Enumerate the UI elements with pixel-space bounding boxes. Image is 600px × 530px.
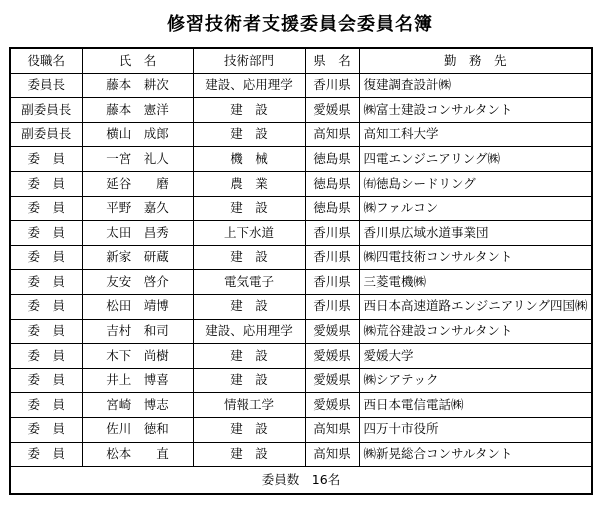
cell-pref: 徳島県: [305, 147, 359, 172]
cell-name: 延谷 磨: [82, 171, 193, 196]
cell-company: 復建調査設計㈱: [359, 73, 592, 98]
cell-company: 三菱電機㈱: [359, 270, 592, 295]
cell-name: 吉村 和司: [82, 319, 193, 344]
cell-company: 香川県広域水道事業団: [359, 221, 592, 246]
cell-dept: 建設、応用理学: [193, 319, 305, 344]
cell-role: 委 員: [10, 196, 82, 221]
table-row: [10, 122, 592, 147]
cell-dept: 建 設: [193, 122, 305, 147]
cell-name: 藤本 耕次: [82, 73, 193, 98]
cell-company: ㈱新晃総合コンサルタント: [359, 442, 592, 467]
cell-role: 委 員: [10, 221, 82, 246]
cell-dept: 建 設: [193, 344, 305, 369]
cell-role: 委 員: [10, 368, 82, 393]
member-count: 委員数 16名: [10, 467, 592, 495]
cell-name: 木下 尚樹: [82, 344, 193, 369]
cell-dept: 農 業: [193, 171, 305, 196]
cell-role: 副委員長: [10, 122, 82, 147]
header-row: [10, 48, 592, 73]
cell-pref: 高知県: [305, 417, 359, 442]
cell-company: ㈱荒谷建設コンサルタント: [359, 319, 592, 344]
cell-role: 委 員: [10, 171, 82, 196]
table-row: [10, 417, 592, 442]
cell-dept: 建設、応用理学: [193, 73, 305, 98]
cell-dept: 電気電子: [193, 270, 305, 295]
cell-dept: 建 設: [193, 196, 305, 221]
cell-company: ㈱富士建設コンサルタント: [359, 98, 592, 123]
cell-company: 高知工科大学: [359, 122, 592, 147]
cell-role: 委 員: [10, 442, 82, 467]
cell-role: 委 員: [10, 245, 82, 270]
cell-role: 委 員: [10, 393, 82, 418]
cell-role: 委 員: [10, 147, 82, 172]
header-name: 氏 名: [82, 48, 193, 73]
table-row: [10, 171, 592, 196]
cell-dept: 機 械: [193, 147, 305, 172]
cell-company: ㈱四電技術コンサルタント: [359, 245, 592, 270]
cell-pref: 徳島県: [305, 171, 359, 196]
table-row: [10, 442, 592, 467]
cell-name: 井上 博喜: [82, 368, 193, 393]
header-pref: 県 名: [305, 48, 359, 73]
cell-pref: 香川県: [305, 245, 359, 270]
cell-name: 佐川 徳和: [82, 417, 193, 442]
cell-pref: 愛媛県: [305, 344, 359, 369]
table-row: [10, 245, 592, 270]
cell-pref: 香川県: [305, 294, 359, 319]
cell-name: 一宮 礼人: [82, 147, 193, 172]
cell-role: 委 員: [10, 294, 82, 319]
cell-pref: 愛媛県: [305, 393, 359, 418]
cell-role: 委 員: [10, 417, 82, 442]
cell-name: 宮崎 博志: [82, 393, 193, 418]
cell-dept: 情報工学: [193, 393, 305, 418]
cell-name: 松田 靖博: [82, 294, 193, 319]
page-title: 修習技術者支援委員会委員名簿: [167, 14, 433, 35]
cell-pref: 香川県: [305, 270, 359, 295]
cell-pref: 高知県: [305, 122, 359, 147]
table-row: [10, 319, 592, 344]
cell-pref: 愛媛県: [305, 368, 359, 393]
cell-pref: 徳島県: [305, 196, 359, 221]
cell-name: 平野 嘉久: [82, 196, 193, 221]
table-row: [10, 147, 592, 172]
table-row: [10, 73, 592, 98]
cell-role: 委員長: [10, 73, 82, 98]
cell-dept: 建 設: [193, 294, 305, 319]
cell-company: 西日本電信電話㈱: [359, 393, 592, 418]
header-company: 勤 務 先: [359, 48, 592, 73]
cell-company: ㈱シアテック: [359, 368, 592, 393]
cell-role: 委 員: [10, 344, 82, 369]
table-row: [10, 344, 592, 369]
cell-dept: 上下水道: [193, 221, 305, 246]
member-roster-table: [9, 47, 593, 495]
table-row: [10, 196, 592, 221]
cell-pref: 愛媛県: [305, 319, 359, 344]
table-row: [10, 98, 592, 123]
cell-company: 四電エンジニアリング㈱: [359, 147, 592, 172]
header-role: 役職名: [10, 48, 82, 73]
cell-dept: 建 設: [193, 442, 305, 467]
table-row: [10, 221, 592, 246]
cell-company: 愛媛大学: [359, 344, 592, 369]
cell-pref: 香川県: [305, 221, 359, 246]
cell-company: ㈱ファルコン: [359, 196, 592, 221]
cell-name: 新家 研蔵: [82, 245, 193, 270]
cell-pref: 愛媛県: [305, 98, 359, 123]
cell-dept: 建 設: [193, 98, 305, 123]
table-row: [10, 368, 592, 393]
header-dept: 技術部門: [193, 48, 305, 73]
cell-dept: 建 設: [193, 245, 305, 270]
cell-role: 委 員: [10, 270, 82, 295]
cell-pref: 香川県: [305, 73, 359, 98]
cell-name: 横山 成郎: [82, 122, 193, 147]
cell-company: 四万十市役所: [359, 417, 592, 442]
cell-name: 藤本 憲洋: [82, 98, 193, 123]
table-row: [10, 294, 592, 319]
cell-name: 太田 昌秀: [82, 221, 193, 246]
roster-body: [10, 73, 592, 467]
cell-role: 副委員長: [10, 98, 82, 123]
cell-dept: 建 設: [193, 417, 305, 442]
cell-role: 委 員: [10, 319, 82, 344]
cell-dept: 建 設: [193, 368, 305, 393]
table-row: [10, 393, 592, 418]
cell-name: 友安 啓介: [82, 270, 193, 295]
cell-company: 西日本高速道路エンジニアリング四国㈱: [359, 294, 592, 319]
table-row: [10, 270, 592, 295]
cell-company: ㈲徳島シードリング: [359, 171, 592, 196]
cell-name: 松本 直: [82, 442, 193, 467]
footer-row: [10, 467, 592, 495]
cell-pref: 高知県: [305, 442, 359, 467]
